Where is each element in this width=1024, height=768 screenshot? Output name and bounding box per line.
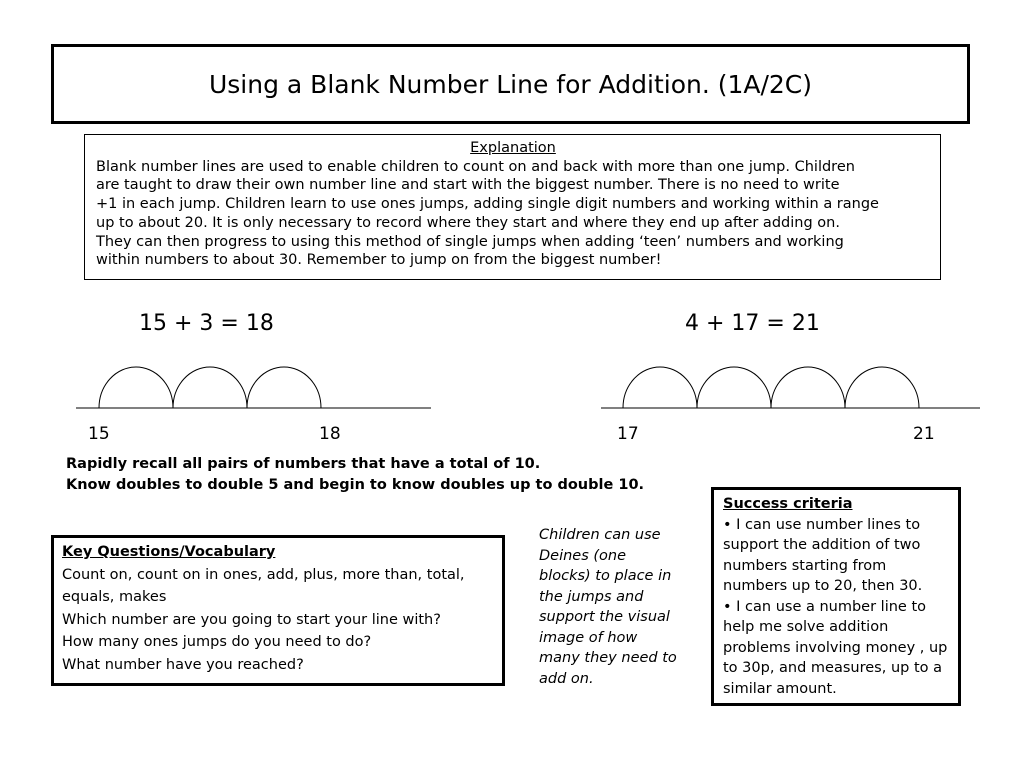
jump-arc — [697, 367, 771, 408]
number-line-start-label: 17 — [617, 424, 639, 444]
page-title: Using a Blank Number Line for Addition. (1A/2C) — [208, 69, 813, 99]
number-line-end-label: 21 — [913, 424, 935, 444]
explanation-line: They can then progress to using this method of single jumps when adding ‘teen’ numbers and working — [96, 233, 844, 250]
jump-arc — [845, 367, 919, 408]
success-criteria-heading: Success criteria — [723, 496, 853, 512]
explanation-heading: Explanation — [470, 140, 556, 156]
objectives — [66, 454, 644, 496]
key-question-line: Which number are you going to start your line with? — [62, 611, 441, 628]
key-questions-box — [51, 535, 505, 686]
success-criteria-item: • I can use a number line to help me solve addition problems involving money , up to 30p, and measures, up to a similar amount. — [723, 598, 948, 697]
success-criteria-box — [711, 487, 961, 706]
explanation-line: Blank number lines are used to enable children to count on and back with more than one jump. Children — [96, 158, 855, 175]
jump-arc — [623, 367, 697, 408]
key-questions-heading: Key Questions/Vocabulary — [62, 544, 276, 560]
deines-note: Children can use Deines (one blocks) to place in the jumps and support the visual image of how many they need to add on. — [539, 527, 677, 687]
explanation-line: up to about 20. It is only necessary to record where they start and where they end up after adding on. — [96, 214, 840, 231]
explanation-line: within numbers to about 30. Remember to jump on from the biggest number! — [96, 252, 662, 269]
explanation-line: +1 in each jump. Children learn to use ones jumps, adding single digit numbers and working within a range — [96, 196, 879, 213]
explanation-line: are taught to draw their own number line and start with the biggest number. There is no need to write — [96, 177, 840, 194]
number-line-end-label: 18 — [319, 424, 341, 444]
key-question-line: How many ones jumps do you need to do? — [62, 634, 372, 650]
example-equation: 15 + 3 = 18 — [139, 311, 274, 336]
objective-line: Know doubles to double 5 and begin to know doubles up to double 10. — [66, 477, 645, 493]
objective-line: Rapidly recall all pairs of numbers that have a total of 10. — [66, 456, 541, 472]
success-criteria-item: • I can use number lines to support the addition of two numbers starting from numbers up to 20, then 30. — [723, 516, 923, 594]
jump-arc — [771, 367, 845, 408]
example-equation: 4 + 17 = 21 — [685, 311, 820, 336]
key-question-line: equals, makes — [62, 589, 167, 605]
number-line-start-label: 15 — [88, 424, 110, 444]
key-question-line: Count on, count on in ones, add, plus, more than, total, — [62, 566, 465, 583]
key-question-line: What number have you reached? — [62, 656, 304, 673]
